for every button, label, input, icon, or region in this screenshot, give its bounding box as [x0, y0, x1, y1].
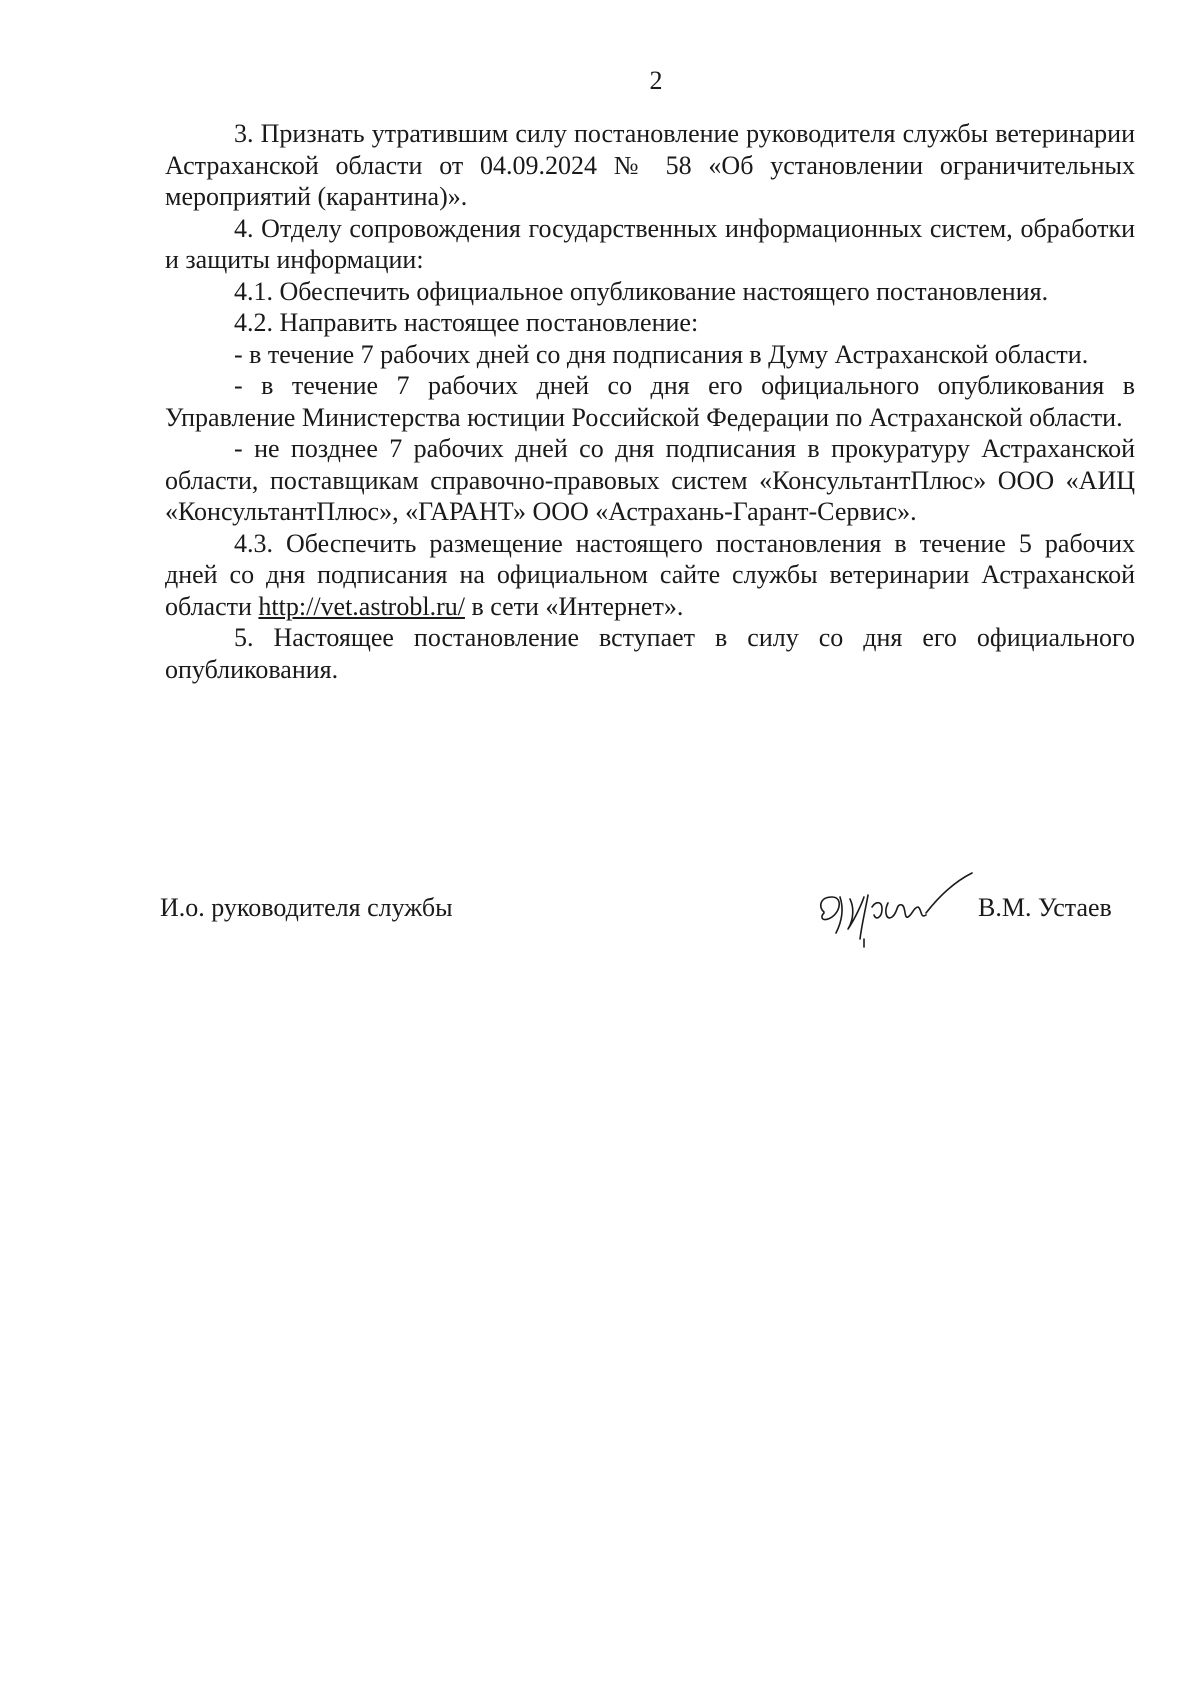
paragraph-4-3-website: [165, 528, 1135, 623]
paragraph-4-3-text-after: в сети «Интернет».: [464, 591, 684, 621]
paragraph-4-2-send: 4.2. Направить настоящее постановление:: [234, 308, 699, 337]
document-body: [165, 118, 1135, 685]
paragraph-3-repeal: 3. Признать утратившим силу постановление руководителя службы ветеринарии Астраханской области от 04.09.2024 № 58 «Об установлении ограничительных мероприятий (карантина)».: [165, 119, 1135, 211]
page-number: 2: [649, 66, 663, 95]
website-link[interactable]: http://vet.astrobl.ru/: [258, 591, 465, 621]
item-prosecutor: - не позднее 7 рабочих дней со дня подписания в прокуратуру Астраханской области, поставщикам справочно-правовых систем «КонсультантПлюс» ООО «АИЦ «КонсультантПлюс», «ГАРАНТ» ООО «Астрахань-Гарант-Сервис».: [165, 434, 1135, 526]
signature-block: [160, 885, 1140, 955]
signer-title: И.о. руководителя службы: [160, 893, 453, 922]
paragraph-4-3-text-before: 4.3. Обеспечить размещение настоящего постановления в течение 5 рабочих дней со дня подписания на официальном сайте службы ветеринарии Астраханской области: [165, 528, 1135, 621]
signer-name: В.М. Устаев: [978, 893, 1112, 922]
paragraph-4-1-publication: 4.1. Обеспечить официальное опубликование настоящего постановления.: [234, 276, 1049, 306]
handwritten-signature: [810, 867, 980, 957]
item-duma: - в течение 7 рабочих дней со дня подписания в Думу Астраханской области.: [234, 339, 1089, 369]
paragraph-4-department: 4. Отделу сопровождения государственных информационных систем, обработки и защиты информации:: [165, 213, 1135, 274]
paragraph-5-effective: 5. Настоящее постановление вступает в силу со дня его официального опубликования.: [165, 623, 1135, 684]
item-ministry-of-justice: - в течение 7 рабочих дней со дня его официального опубликования в Управление Министерства юстиции Российской Федерации по Астраханской области.: [165, 371, 1135, 432]
